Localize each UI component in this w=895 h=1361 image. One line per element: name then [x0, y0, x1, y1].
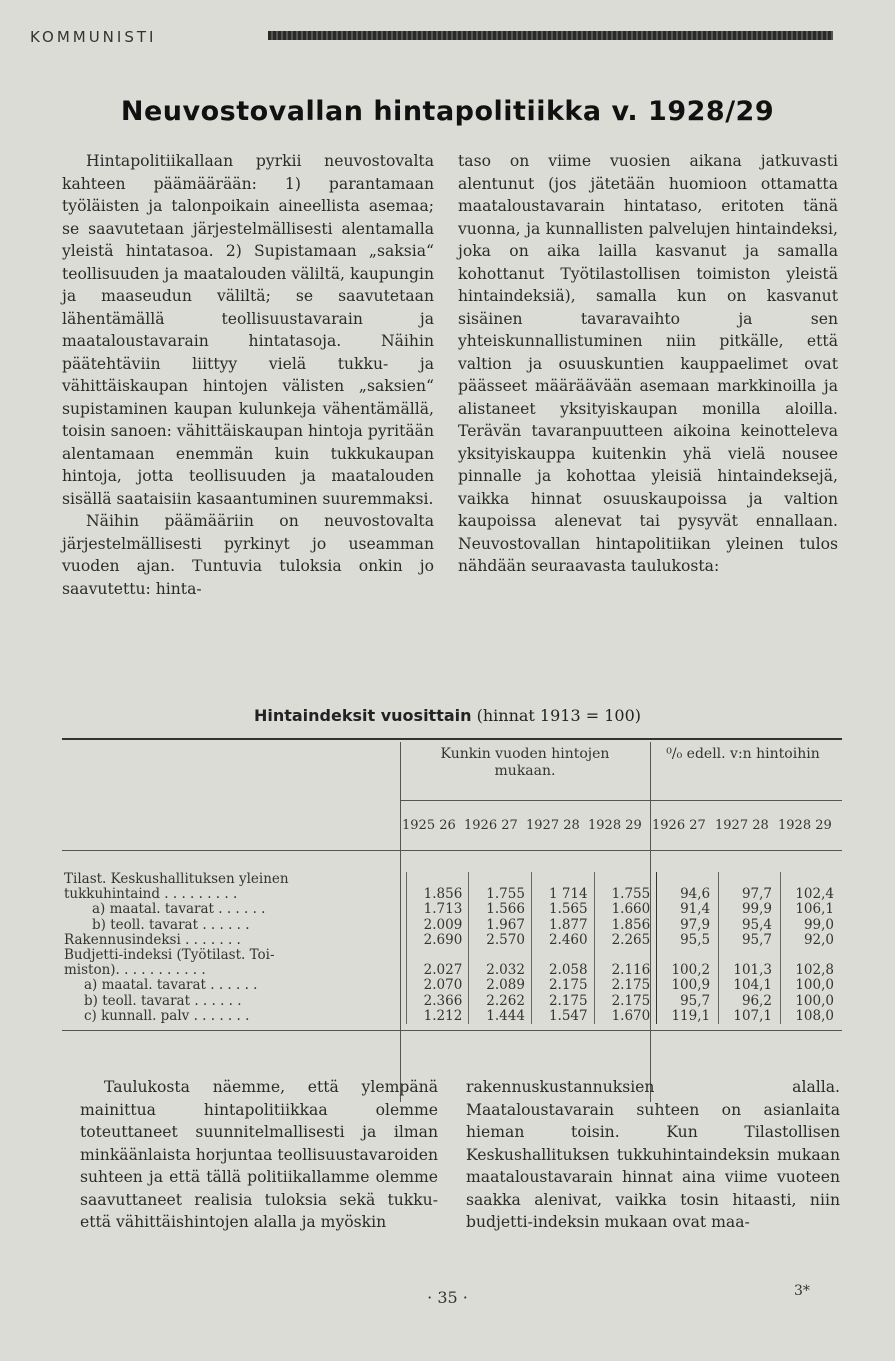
cell-value: 119,1 — [657, 1009, 719, 1024]
cell-value: 99,0 — [781, 918, 842, 933]
cell-value: 1.444 — [469, 1009, 532, 1024]
table-row — [62, 1009, 842, 1024]
year-header: 1928 29 — [588, 818, 642, 833]
cell-value: 95,7 — [657, 994, 719, 1009]
cell-value: 1.660 — [594, 902, 657, 917]
index-rows — [62, 872, 842, 1024]
cell-value: 1.967 — [469, 918, 532, 933]
cell-value: 95,7 — [719, 933, 781, 948]
cell-value: 2.089 — [469, 978, 532, 993]
row-label: Rakennusindeksi . . . . . . . — [64, 931, 241, 948]
cell-value: 1.566 — [469, 902, 532, 917]
article-title: Neuvostovallan hintapolitiikka v. 1928/29 — [120, 96, 775, 127]
table-row — [62, 887, 842, 902]
cell-value: 2.175 — [594, 994, 657, 1009]
table-row — [62, 902, 842, 917]
cell-value — [406, 948, 469, 963]
cell-value: 2.032 — [469, 963, 532, 978]
intro-paragraph-3: taso on viime vuosien aikana jatkuvasti alentunut (jos jätetään huomioon ottamatta maataloustavarain hintataso, eritoten tänä vuonna, ja kunnallisten palvelujen hintaindeksi, joka on aika lailla kasvanut ja samalla kohottanut Työtilastollisen toimiston yleistä hintaindeksiä), samalla kun on kasvanut sisäinen tavaravaihto ja sen yhteiskunnallistuminen niin pitkälle, että valtion ja osuuskuntien kauppaelimet ovat päässeet määräävään asemaan markkinoilla ja alistaneet yksityiskaupan monilla aloilla. Terävän tavaranpuutteen aikoina keinotteleva yksityiskauppa kuitenkin yhä vielä nousee pinnalle ja kohottaa yleisiä hintaindeksejä, vaikka hinnat osuuskaupoissa ja valtion kaupoissa alenevat tai pysyvät ennallaan. Neuvostovallan hintapolitiikan yleinen tulos nähdään seuraavasta taulukosta: — [458, 152, 838, 575]
year-header: 1927 28 — [526, 818, 580, 833]
cell-value: 107,1 — [719, 1009, 781, 1024]
cell-value: 2.116 — [594, 963, 657, 978]
cell-value: 100,9 — [657, 978, 719, 993]
cell-value: 102,8 — [781, 963, 842, 978]
cell-value — [657, 948, 719, 963]
table-row — [62, 963, 842, 978]
cell-value: 100,0 — [781, 978, 842, 993]
cell-value: 1.212 — [406, 1009, 469, 1024]
outro-left-column — [80, 1076, 438, 1234]
outro-paragraph-2: rakennuskustannuksien alalla. Maataloustavarain suhteen on asianlaita hieman toisin. Kun Tilastollisen Keskushallituksen tukkuhintaindeksin mukaan maataloustavarain hinnat aina viime vuoteen saakka alenivat, vaikka tosin hitaasti, niin budjetti-indeksin mukaan ovat maa- — [466, 1078, 840, 1231]
cell-value: 1.713 — [406, 902, 469, 917]
cell-value: 102,4 — [781, 887, 842, 902]
year-header: 1925 26 — [402, 818, 456, 833]
cell-value — [719, 872, 781, 887]
table-bottom-rule — [62, 1030, 842, 1031]
cell-value: 94,6 — [657, 887, 719, 902]
year-header: 1928 29 — [778, 818, 832, 833]
cell-value: 2.262 — [469, 994, 532, 1009]
cell-value: 1.856 — [594, 918, 657, 933]
cell-value: 1.755 — [469, 887, 532, 902]
row-label: tukkuhintaind . . . . . . . . . — [64, 886, 238, 903]
cell-value: 101,3 — [719, 963, 781, 978]
cell-value: 91,4 — [657, 902, 719, 917]
cell-value: 95,5 — [657, 933, 719, 948]
cell-value: 2.070 — [406, 978, 469, 993]
table-row — [62, 994, 842, 1009]
cell-value — [469, 948, 532, 963]
cell-value: 1.547 — [531, 1009, 594, 1024]
row-label: Tilast. Keskushallituksen yleinen — [64, 871, 289, 887]
cell-value: 1.565 — [531, 902, 594, 917]
cell-value: 1 714 — [531, 887, 594, 902]
page-number: · 35 · — [427, 1288, 468, 1307]
cell-value: 99,9 — [719, 902, 781, 917]
cell-value: 2.058 — [531, 963, 594, 978]
table-caption-bold: Hintaindeksit vuosittain — [253, 706, 472, 725]
outro-right-column — [466, 1076, 840, 1234]
cell-value — [781, 872, 842, 887]
cell-value — [594, 872, 657, 887]
row-label: miston). . . . . . . . . . . — [64, 962, 206, 979]
cell-value — [594, 948, 657, 963]
intro-left-column — [62, 150, 434, 600]
table-caption — [0, 706, 895, 725]
cell-value — [469, 872, 532, 887]
cell-value: 106,1 — [781, 902, 842, 917]
row-label: a) maatal. tavarat . . . . . . — [84, 977, 258, 994]
cell-value: 1.755 — [594, 887, 657, 902]
cell-value — [657, 872, 719, 887]
cell-value: 2.570 — [469, 933, 532, 948]
group-head-percent: ⁰/₀ edell. v:n hintoihin — [666, 746, 820, 762]
intro-paragraph-2: Näihin päämääriin on neuvostovalta järjestelmällisesti pyrkinyt jo useamman vuoden ajan. Tuntuvia tuloksia onkin jo saavutettu: hinta- — [62, 512, 434, 598]
table-top-rule — [62, 738, 842, 740]
signature-mark: 3* — [794, 1283, 810, 1299]
table-row — [62, 918, 842, 933]
table-row — [62, 948, 842, 963]
cell-value: 2.460 — [531, 933, 594, 948]
table-caption-rest: (hinnat 1913 = 100) — [471, 706, 642, 725]
cell-value — [719, 948, 781, 963]
cell-value: 2.175 — [594, 978, 657, 993]
row-label: Budjetti-indeksi (Työtilast. Toi- — [64, 947, 275, 964]
row-label: b) teoll. tavarat . . . . . . — [84, 992, 242, 1009]
year-header: 1927 28 — [715, 818, 769, 833]
cell-value: 2.027 — [406, 963, 469, 978]
cell-value: 96,2 — [719, 994, 781, 1009]
year-header: 1926 27 — [464, 818, 518, 833]
intro-paragraph-1: Hintapolitiikallaan pyrkii neuvostovalta kahteen päämäärään: 1) parantamaan työläisten ja talonpoikain aineellista asemaa; se saavutetaan järjestelmällisesti alentamalla yleistä hintatasoa. 2) Supistamaan „saksia“ teollisuuden ja maatalouden väliltä, kaupungin ja maaseudun väliltä; se saavutetaan lähentämällä teollisuustavarain ja maataloustavarain hintatasoja. Näihin päätehtäviin liittyy vielä tukku- ja vähittäiskaupan hintojen välisten „saksien“ supistaminen kaupan kulunkeja vähentämällä, toisin sanoen: vähittäiskaupan hintoja pyritään alentamaan enemmän kuin tukkukaupan hintoja, jotta teollisuuden ja maatalouden sisällä saataisiin kasaantuminen suuremmaksi. — [62, 152, 434, 508]
year-header: 1926 27 — [652, 818, 706, 833]
table-row — [62, 872, 842, 887]
cell-value: 2.690 — [406, 933, 469, 948]
cell-value: 1.877 — [531, 918, 594, 933]
cell-value: 1.670 — [594, 1009, 657, 1024]
cell-value: 2.175 — [531, 978, 594, 993]
running-header: KOMMUNISTI — [30, 28, 157, 46]
table-mid-rule — [400, 800, 842, 801]
cell-value — [531, 948, 594, 963]
cell-value: 104,1 — [719, 978, 781, 993]
cell-value: 108,0 — [781, 1009, 842, 1024]
cell-value: 100,0 — [781, 994, 842, 1009]
cell-value: 95,4 — [719, 918, 781, 933]
outro-paragraph-1: Taulukosta näemme, että ylempänä mainittua hintapolitiikkaa olemme toteuttaneet suunnitelmallisesti ja ilman minkäänlaista horjuntaa teollisuustavaroiden suhteen ja että tällä politiikallamme olemme saavuttaneet realisia tuloksia sekä tukku- että vähittäishintojen alalla ja myöskin — [80, 1078, 439, 1231]
cell-value — [531, 872, 594, 887]
cell-value — [406, 872, 469, 887]
cell-value — [781, 948, 842, 963]
row-label: c) kunnall. palv . . . . . . . — [84, 1007, 250, 1024]
row-label: b) teoll. tavarat . . . . . . — [92, 916, 250, 933]
cell-value: 92,0 — [781, 933, 842, 948]
cell-value: 2.366 — [406, 994, 469, 1009]
cell-value: 97,7 — [719, 887, 781, 902]
cell-value: 1.856 — [406, 887, 469, 902]
cell-value: 97,9 — [657, 918, 719, 933]
intro-right-column — [458, 150, 838, 578]
table-row — [62, 978, 842, 993]
group-head-absolute: Kunkin vuoden hintojen mukaan. — [440, 746, 610, 779]
cell-value: 100,2 — [657, 963, 719, 978]
cell-value: 2.175 — [531, 994, 594, 1009]
table-row — [62, 933, 842, 948]
table-head-rule — [62, 850, 842, 851]
header-rule — [268, 31, 833, 40]
cell-value: 2.009 — [406, 918, 469, 933]
row-label: a) maatal. tavarat . . . . . . — [92, 901, 266, 918]
cell-value: 2.265 — [594, 933, 657, 948]
